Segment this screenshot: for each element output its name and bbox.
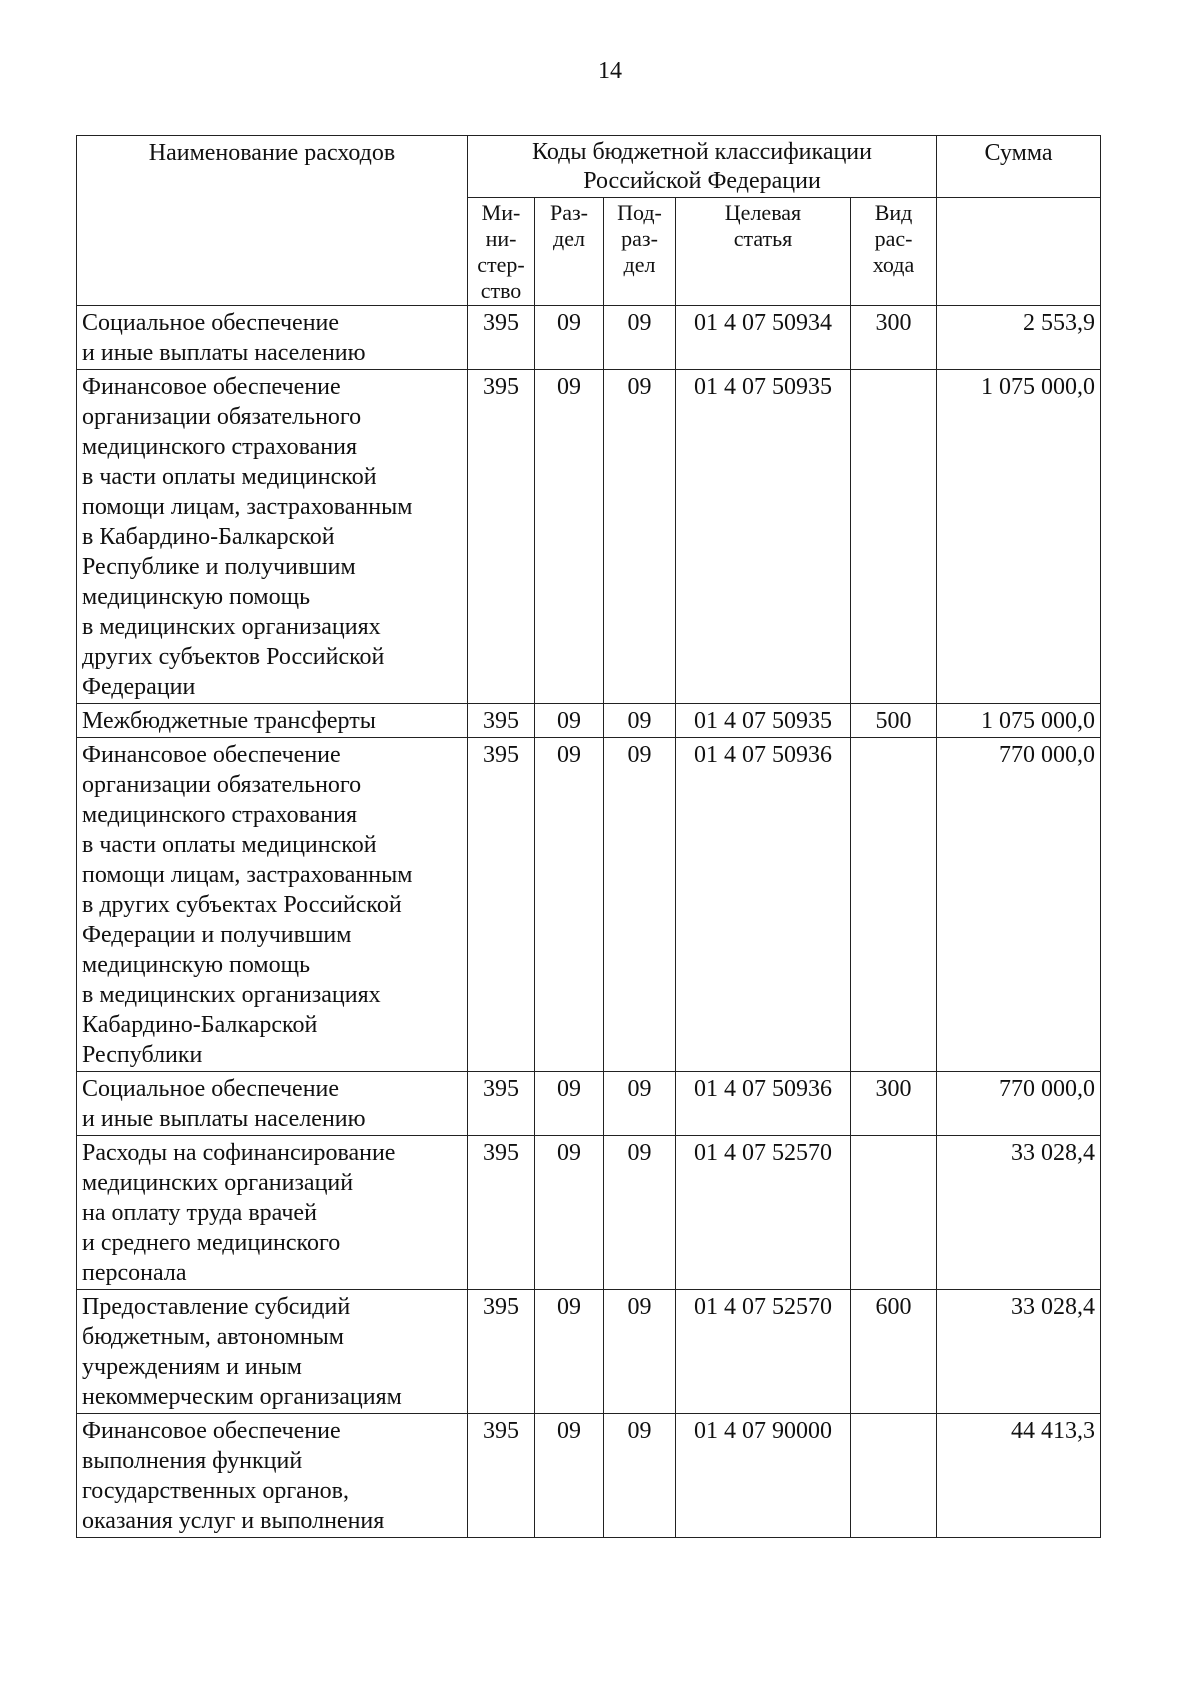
row-target: 01 4 07 50935: [676, 704, 851, 738]
row-subsection: 09: [604, 1136, 676, 1290]
row-name: Социальное обеспечение и иные выплаты населению: [77, 1072, 468, 1136]
page-number: 14: [598, 58, 622, 84]
table-row: [77, 306, 1101, 370]
row-section: 09: [535, 370, 604, 704]
header-sum: Сумма: [937, 136, 1101, 198]
row-sum: 770 000,0: [937, 738, 1101, 1072]
row-name: Предоставление субсидий бюджетным, автономным учреждениям и иным некоммерческим организациям: [77, 1290, 468, 1414]
header-ministry: Ми- ни- стер- ство: [468, 198, 535, 306]
row-subsection: 09: [604, 1072, 676, 1136]
table-body: [77, 306, 1101, 1538]
row-section: 09: [535, 1414, 604, 1538]
row-sum: 770 000,0: [937, 1072, 1101, 1136]
row-exp-type: 600: [851, 1290, 937, 1414]
row-sum: 33 028,4: [937, 1136, 1101, 1290]
header-exp-type: Вид рас- хода: [851, 198, 937, 306]
row-target: 01 4 07 52570: [676, 1136, 851, 1290]
row-exp-type: [851, 370, 937, 704]
row-exp-type: 300: [851, 1072, 937, 1136]
table-row: [77, 1414, 1101, 1538]
row-ministry: 395: [468, 1136, 535, 1290]
row-target: 01 4 07 90000: [676, 1414, 851, 1538]
row-section: 09: [535, 306, 604, 370]
row-subsection: 09: [604, 370, 676, 704]
row-ministry: 395: [468, 738, 535, 1072]
row-ministry: 395: [468, 1072, 535, 1136]
header-sum-spacer: [937, 198, 1101, 306]
row-exp-type: [851, 738, 937, 1072]
table-row: [77, 738, 1101, 1072]
row-sum: 2 553,9: [937, 306, 1101, 370]
row-target: 01 4 07 50936: [676, 1072, 851, 1136]
table-row: [77, 704, 1101, 738]
row-exp-type: [851, 1414, 937, 1538]
row-target: 01 4 07 50936: [676, 738, 851, 1072]
row-name: Межбюджетные трансферты: [77, 704, 468, 738]
row-subsection: 09: [604, 704, 676, 738]
row-name: Социальное обеспечение и иные выплаты населению: [77, 306, 468, 370]
table-row: [77, 1136, 1101, 1290]
row-subsection: 09: [604, 738, 676, 1072]
row-sum: 1 075 000,0: [937, 370, 1101, 704]
row-name: Финансовое обеспечение выполнения функций государственных органов, оказания услуг и выполнения: [77, 1414, 468, 1538]
header-section: Раз- дел: [535, 198, 604, 306]
row-exp-type: 300: [851, 306, 937, 370]
row-section: 09: [535, 1136, 604, 1290]
row-ministry: 395: [468, 704, 535, 738]
row-ministry: 395: [468, 1414, 535, 1538]
row-sum: 44 413,3: [937, 1414, 1101, 1538]
budget-table: [76, 135, 1101, 1538]
row-sum: 1 075 000,0: [937, 704, 1101, 738]
row-exp-type: [851, 1136, 937, 1290]
row-name: Финансовое обеспечение организации обязательного медицинского страхования в части оплаты медицинской помощи лицам, застрахованным в Кабардино-Балкарской Республике и получившим медицинскую помощь в медицинских организациях других субъектов Российской Федерации: [77, 370, 468, 704]
header-codes-group: Коды бюджетной классификации Российской Федерации: [468, 136, 937, 198]
row-sum: 33 028,4: [937, 1290, 1101, 1414]
table-row: [77, 1290, 1101, 1414]
row-ministry: 395: [468, 306, 535, 370]
header-subsection: Под- раз- дел: [604, 198, 676, 306]
row-section: 09: [535, 738, 604, 1072]
header-row-top: [77, 136, 1101, 198]
row-section: 09: [535, 1072, 604, 1136]
row-subsection: 09: [604, 306, 676, 370]
row-target: 01 4 07 50935: [676, 370, 851, 704]
row-ministry: 395: [468, 1290, 535, 1414]
row-section: 09: [535, 1290, 604, 1414]
table-row: [77, 370, 1101, 704]
row-subsection: 09: [604, 1290, 676, 1414]
row-target: 01 4 07 52570: [676, 1290, 851, 1414]
row-section: 09: [535, 704, 604, 738]
row-ministry: 395: [468, 370, 535, 704]
row-name: Финансовое обеспечение организации обязательного медицинского страхования в части оплаты медицинской помощи лицам, застрахованным в других субъектах Российской Федерации и получившим медицинскую помощь в медицинских организациях Кабардино-Балкарской Республики: [77, 738, 468, 1072]
table-row: [77, 1072, 1101, 1136]
row-exp-type: 500: [851, 704, 937, 738]
header-name: Наименование расходов: [77, 136, 468, 306]
header-target: Целевая статья: [676, 198, 851, 306]
row-target: 01 4 07 50934: [676, 306, 851, 370]
row-name: Расходы на софинансирование медицинских организаций на оплату труда врачей и среднего медицинского персонала: [77, 1136, 468, 1290]
row-subsection: 09: [604, 1414, 676, 1538]
